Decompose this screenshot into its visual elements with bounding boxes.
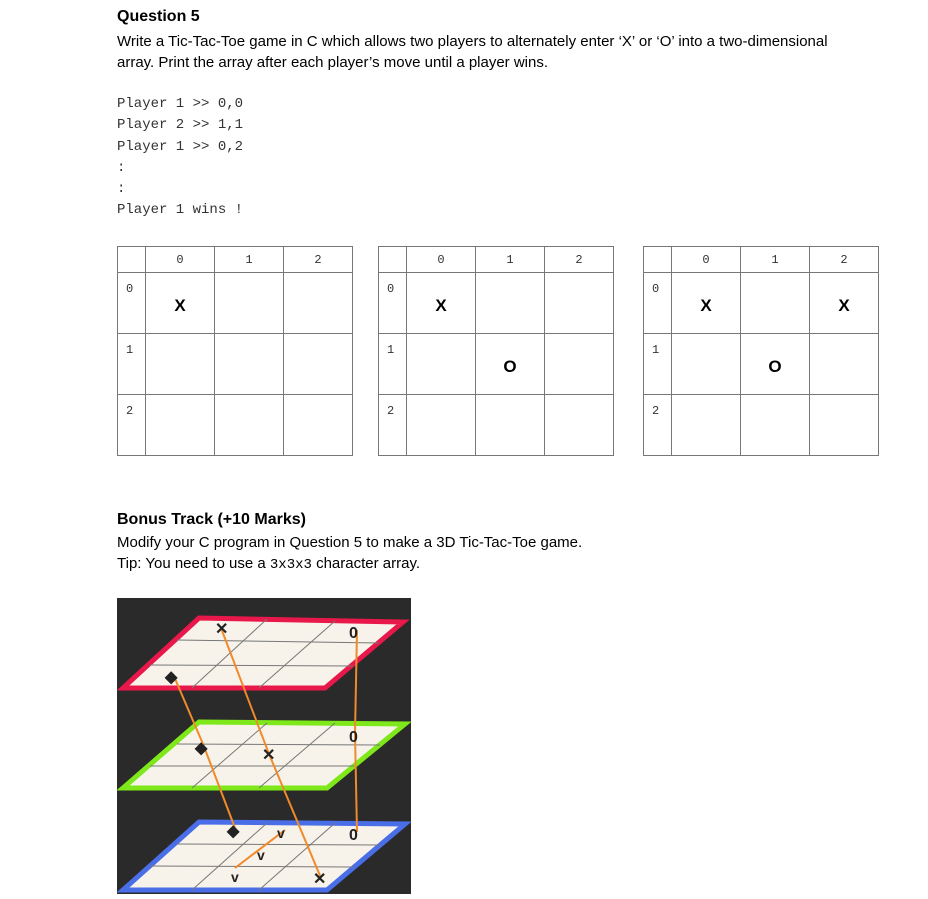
- board-cell: [476, 422, 544, 428]
- bonus-description: Modify your C program in Question 5 to make a 3D Tic-Tac-Toe game.: [117, 534, 583, 551]
- svg-text:v: v: [231, 869, 239, 885]
- board-cell: [215, 300, 283, 306]
- board-cell: [741, 422, 809, 428]
- bonus-title: Bonus Track (+10 Marks): [117, 511, 306, 528]
- board-cell: [407, 422, 475, 428]
- board-cell: [215, 361, 283, 367]
- row-header: 1: [652, 343, 660, 357]
- output-line: Player 1 >> 0,2: [117, 138, 244, 155]
- corner-cell: [379, 247, 407, 273]
- board-cell: [810, 422, 878, 428]
- svg-text:✕: ✕: [215, 621, 229, 638]
- board-cell: X: [435, 296, 447, 315]
- board-cell: [284, 300, 352, 306]
- svg-text:v: v: [277, 825, 285, 841]
- col-header: 2: [314, 252, 322, 267]
- board-cell: [476, 300, 544, 306]
- row-header: 0: [387, 282, 395, 296]
- board-cell: [672, 422, 740, 428]
- output-line: Player 1 wins !: [117, 202, 244, 219]
- svg-text:0: 0: [349, 827, 358, 844]
- 3d-tictactoe-illustration: [117, 598, 411, 894]
- board-cell: [407, 361, 475, 367]
- output-line: :: [117, 159, 126, 176]
- tip-code: 3x3x3: [269, 557, 312, 573]
- svg-text:✕: ✕: [262, 747, 276, 764]
- output-line: Player 2 >> 1,1: [117, 117, 244, 134]
- output-line: Player 1 >> 0,0: [117, 96, 244, 112]
- question-title: Question 5: [117, 8, 200, 25]
- board-cell: [545, 422, 613, 428]
- row-header: 1: [387, 343, 395, 357]
- row-header: 0: [652, 282, 660, 296]
- sample-output: [117, 94, 243, 222]
- question-description: Write a Tic-Tac-Toe game in C which allows two players to alternately enter ‘X’ or ‘O’ into a two-dimensional array. Print the array after each player’s move until a player wins.: [117, 33, 828, 71]
- board-3: [643, 246, 879, 456]
- svg-text:0: 0: [349, 625, 358, 642]
- row-header: 0: [126, 282, 134, 296]
- board-cell: X: [838, 296, 850, 315]
- row-header: 1: [126, 343, 134, 357]
- row-header: 2: [387, 404, 395, 418]
- corner-cell: [118, 247, 146, 273]
- board-2: [378, 246, 614, 456]
- board-cell: [545, 300, 613, 306]
- col-header: 1: [506, 252, 514, 267]
- board-1: [117, 246, 353, 456]
- illustration-svg: [117, 598, 411, 894]
- col-header: 1: [245, 252, 253, 267]
- board-cell: O: [503, 357, 517, 376]
- board-cell: [284, 361, 352, 367]
- svg-text:◆: ◆: [165, 669, 178, 686]
- board-cell: [146, 422, 214, 428]
- board-cell: [215, 422, 283, 428]
- col-header: 0: [702, 252, 710, 267]
- board-cell: X: [700, 296, 712, 315]
- svg-text:0: 0: [349, 729, 358, 746]
- col-header: 0: [437, 252, 445, 267]
- svg-text:✕: ✕: [313, 871, 327, 888]
- col-header: 0: [176, 252, 184, 267]
- col-header: 2: [840, 252, 848, 267]
- col-header: 1: [771, 252, 779, 267]
- row-header: 2: [652, 404, 660, 418]
- tip-suffix: character array.: [311, 555, 421, 572]
- board-cell: [741, 300, 809, 306]
- board-cell: [146, 361, 214, 367]
- board-cell: [810, 361, 878, 367]
- board-cell: X: [174, 296, 186, 315]
- col-header: 2: [575, 252, 583, 267]
- board-cell: O: [768, 357, 782, 376]
- tip-prefix: Tip: You need to use a: [117, 555, 270, 572]
- svg-text:v: v: [257, 847, 265, 863]
- corner-cell: [644, 247, 672, 273]
- board-cell: [545, 361, 613, 367]
- row-header: 2: [126, 404, 134, 418]
- board-cell: [284, 422, 352, 428]
- board-cell: [672, 361, 740, 367]
- output-line: :: [117, 181, 126, 198]
- svg-text:◆: ◆: [195, 740, 208, 757]
- svg-text:◆: ◆: [227, 823, 240, 840]
- bonus-tip: [117, 555, 420, 573]
